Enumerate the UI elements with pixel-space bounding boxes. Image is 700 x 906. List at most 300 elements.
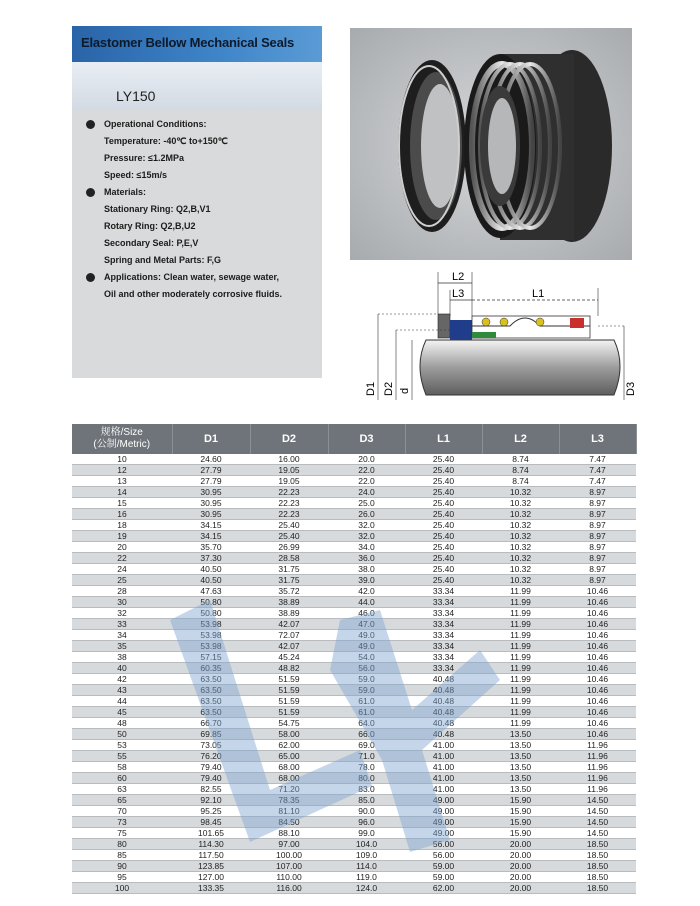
table-row — [72, 608, 636, 619]
spec-text: Spring and Metal Parts: F,G — [104, 255, 222, 265]
table-cell: 80.0 — [328, 773, 405, 784]
table-cell: 79.40 — [172, 762, 250, 773]
size-cell: 24 — [72, 564, 172, 575]
table-cell: 33.34 — [405, 641, 482, 652]
table-cell: 10.32 — [482, 498, 559, 509]
table-cell: 73.05 — [172, 740, 250, 751]
size-cell: 25 — [72, 575, 172, 586]
table-cell: 81.10 — [250, 806, 328, 817]
table-cell: 14.50 — [559, 806, 636, 817]
spec-line — [86, 286, 318, 303]
table-cell: 69.0 — [328, 740, 405, 751]
table-cell: 25.40 — [405, 487, 482, 498]
column-header-l2: L2 — [482, 424, 559, 454]
table-cell: 10.32 — [482, 575, 559, 586]
table-cell: 10.46 — [559, 652, 636, 663]
size-cell: 33 — [72, 619, 172, 630]
table-cell: 11.99 — [482, 718, 559, 729]
table-cell: 11.99 — [482, 630, 559, 641]
table-cell: 25.40 — [405, 564, 482, 575]
table-cell: 107.00 — [250, 861, 328, 872]
table-cell: 13.50 — [482, 729, 559, 740]
table-cell: 50.80 — [172, 597, 250, 608]
size-cell: 70 — [72, 806, 172, 817]
table-cell: 34.15 — [172, 531, 250, 542]
table-cell: 13.50 — [482, 762, 559, 773]
table-cell: 10.46 — [559, 707, 636, 718]
column-header-l3: L3 — [559, 424, 636, 454]
table-row — [72, 487, 636, 498]
table-cell: 11.99 — [482, 641, 559, 652]
table-cell: 30.95 — [172, 487, 250, 498]
table-cell: 14.50 — [559, 817, 636, 828]
table-cell: 44.0 — [328, 597, 405, 608]
table-cell: 11.99 — [482, 696, 559, 707]
spec-line — [86, 269, 318, 286]
table-cell: 26.0 — [328, 509, 405, 520]
spec-line — [86, 252, 318, 269]
table-cell: 8.97 — [559, 575, 636, 586]
size-cell: 50 — [72, 729, 172, 740]
size-header-cn: 规格/Size — [100, 427, 143, 438]
table-cell: 101.65 — [172, 828, 250, 839]
table-row — [72, 806, 636, 817]
table-cell: 10.46 — [559, 696, 636, 707]
table-cell: 11.96 — [559, 773, 636, 784]
table-cell: 59.00 — [405, 872, 482, 883]
spec-list — [86, 116, 318, 303]
table-cell: 49.00 — [405, 795, 482, 806]
table-cell: 53.98 — [172, 641, 250, 652]
table-cell: 123.85 — [172, 861, 250, 872]
table-cell: 78.35 — [250, 795, 328, 806]
table-row — [72, 586, 636, 597]
table-cell: 10.46 — [559, 718, 636, 729]
table-cell: 133.35 — [172, 883, 250, 894]
size-cell: 32 — [72, 608, 172, 619]
label-d2: D2 — [383, 381, 395, 396]
table-row — [72, 828, 636, 839]
table-cell: 92.10 — [172, 795, 250, 806]
table-row — [72, 575, 636, 586]
table-cell: 10.46 — [559, 685, 636, 696]
spec-line — [86, 201, 318, 218]
table-cell: 49.0 — [328, 630, 405, 641]
table-cell: 10.46 — [559, 619, 636, 630]
table-row — [72, 751, 636, 762]
table-row — [72, 773, 636, 784]
table-cell: 71.0 — [328, 751, 405, 762]
table-cell: 63.50 — [172, 674, 250, 685]
table-row — [72, 454, 636, 465]
table-cell: 8.97 — [559, 498, 636, 509]
table-cell: 19.05 — [250, 476, 328, 487]
size-cell: 43 — [72, 685, 172, 696]
table-cell: 33.34 — [405, 630, 482, 641]
table-cell: 42.07 — [250, 619, 328, 630]
size-cell: 13 — [72, 476, 172, 487]
table-cell: 66.70 — [172, 718, 250, 729]
table-cell: 39.0 — [328, 575, 405, 586]
table-header-row — [72, 424, 636, 454]
table-cell: 58.00 — [250, 729, 328, 740]
table-cell: 8.74 — [482, 476, 559, 487]
table-row — [72, 597, 636, 608]
table-row — [72, 762, 636, 773]
table-cell: 10.46 — [559, 608, 636, 619]
size-cell: 73 — [72, 817, 172, 828]
table-cell: 10.32 — [482, 531, 559, 542]
table-cell: 84.50 — [250, 817, 328, 828]
table-cell: 57.15 — [172, 652, 250, 663]
table-cell: 68.00 — [250, 773, 328, 784]
spec-text: Applications: Clean water, sewage water, — [104, 272, 280, 282]
table-cell: 42.0 — [328, 586, 405, 597]
table-cell: 48.82 — [250, 663, 328, 674]
table-cell: 25.40 — [405, 498, 482, 509]
table-cell: 8.97 — [559, 553, 636, 564]
size-cell: 44 — [72, 696, 172, 707]
table-cell: 33.34 — [405, 586, 482, 597]
table-cell: 10.32 — [482, 520, 559, 531]
label-d3: D3 — [625, 381, 637, 396]
table-cell: 71.20 — [250, 784, 328, 795]
table-cell: 25.40 — [405, 520, 482, 531]
table-cell: 20.00 — [482, 883, 559, 894]
table-cell: 61.0 — [328, 707, 405, 718]
table-cell: 63.50 — [172, 707, 250, 718]
table-row — [72, 619, 636, 630]
table-row — [72, 498, 636, 509]
table-row — [72, 542, 636, 553]
size-cell: 19 — [72, 531, 172, 542]
table-cell: 22.0 — [328, 476, 405, 487]
table-cell: 25.40 — [250, 531, 328, 542]
table-cell: 119.0 — [328, 872, 405, 883]
table-cell: 63.50 — [172, 685, 250, 696]
table-cell: 83.0 — [328, 784, 405, 795]
table-cell: 10.32 — [482, 487, 559, 498]
table-cell: 56.00 — [405, 850, 482, 861]
size-cell: 75 — [72, 828, 172, 839]
table-cell: 10.46 — [559, 663, 636, 674]
size-cell: 90 — [72, 861, 172, 872]
table-cell: 53.98 — [172, 630, 250, 641]
table-cell: 10.46 — [559, 641, 636, 652]
table-cell: 25.40 — [250, 520, 328, 531]
table-cell: 88.10 — [250, 828, 328, 839]
table-row — [72, 740, 636, 751]
label-l1: L1 — [532, 288, 545, 300]
table-cell: 20.00 — [482, 861, 559, 872]
table-cell: 19.05 — [250, 465, 328, 476]
table-cell: 11.99 — [482, 674, 559, 685]
table-cell: 11.99 — [482, 597, 559, 608]
table-cell: 40.48 — [405, 685, 482, 696]
table-cell: 32.0 — [328, 520, 405, 531]
table-cell: 45.24 — [250, 652, 328, 663]
table-cell: 10.32 — [482, 509, 559, 520]
table-cell: 11.99 — [482, 707, 559, 718]
spec-line — [86, 116, 318, 133]
size-cell: 30 — [72, 597, 172, 608]
spec-text: Speed: ≤15m/s — [104, 170, 167, 180]
table-cell: 40.48 — [405, 729, 482, 740]
table-cell: 56.0 — [328, 663, 405, 674]
spec-text: Materials: — [104, 187, 147, 197]
table-cell: 14.50 — [559, 828, 636, 839]
spec-text: Temperature: -40℃ to+150℃ — [104, 136, 228, 146]
table-row — [72, 531, 636, 542]
table-cell: 49.00 — [405, 817, 482, 828]
table-row — [72, 520, 636, 531]
table-cell: 11.99 — [482, 663, 559, 674]
table-cell: 47.0 — [328, 619, 405, 630]
spec-line — [86, 167, 318, 184]
table-cell: 18.50 — [559, 872, 636, 883]
table-cell: 59.00 — [405, 861, 482, 872]
table-cell: 40.50 — [172, 575, 250, 586]
column-header-l1: L1 — [405, 424, 482, 454]
title-bar — [72, 26, 322, 62]
bullet-icon — [86, 120, 95, 129]
table-cell: 25.40 — [405, 476, 482, 487]
table-cell: 124.0 — [328, 883, 405, 894]
table-row — [72, 465, 636, 476]
label-l2: L2 — [452, 271, 465, 283]
table-cell: 34.15 — [172, 520, 250, 531]
table-row — [72, 476, 636, 487]
table-body — [72, 454, 636, 894]
table-cell: 61.0 — [328, 696, 405, 707]
table-cell: 13.50 — [482, 784, 559, 795]
table-cell: 96.0 — [328, 817, 405, 828]
spec-text: Stationary Ring: Q2,B,V1 — [104, 204, 211, 214]
table-row — [72, 509, 636, 520]
spec-text: Secondary Seal: P,E,V — [104, 238, 199, 248]
table-cell: 56.00 — [405, 839, 482, 850]
spec-text: Operational Conditions: — [104, 119, 207, 129]
table-cell: 85.0 — [328, 795, 405, 806]
size-cell: 35 — [72, 641, 172, 652]
table-cell: 22.23 — [250, 509, 328, 520]
spec-text: Pressure: ≤1.2MPa — [104, 153, 184, 163]
table-row — [72, 696, 636, 707]
table-cell: 8.74 — [482, 454, 559, 465]
table-cell: 40.48 — [405, 707, 482, 718]
spec-line — [86, 235, 318, 252]
table-cell: 104.0 — [328, 839, 405, 850]
table-cell: 90.0 — [328, 806, 405, 817]
table-cell: 53.98 — [172, 619, 250, 630]
column-header-d1: D1 — [172, 424, 250, 454]
size-cell: 28 — [72, 586, 172, 597]
table-cell: 25.40 — [405, 575, 482, 586]
table-cell: 14.50 — [559, 795, 636, 806]
table-cell: 40.48 — [405, 718, 482, 729]
table-cell: 20.00 — [482, 850, 559, 861]
table-row — [72, 663, 636, 674]
table-row — [72, 872, 636, 883]
label-l3: L3 — [452, 288, 465, 300]
table-cell: 8.97 — [559, 564, 636, 575]
table-cell: 63.50 — [172, 696, 250, 707]
table-cell: 60.35 — [172, 663, 250, 674]
table-cell: 68.00 — [250, 762, 328, 773]
table-cell: 11.99 — [482, 619, 559, 630]
table-row — [72, 685, 636, 696]
table-cell: 8.97 — [559, 520, 636, 531]
table-cell: 25.40 — [405, 454, 482, 465]
table-cell: 25.40 — [405, 465, 482, 476]
spec-line — [86, 184, 318, 201]
table-cell: 20.0 — [328, 454, 405, 465]
table-cell: 54.0 — [328, 652, 405, 663]
table-cell: 10.46 — [559, 586, 636, 597]
table-cell: 8.74 — [482, 465, 559, 476]
table-cell: 13.50 — [482, 773, 559, 784]
table-row — [72, 553, 636, 564]
size-cell: 48 — [72, 718, 172, 729]
table-cell: 49.00 — [405, 806, 482, 817]
table-cell: 16.00 — [250, 454, 328, 465]
table-cell: 10.32 — [482, 564, 559, 575]
size-cell: 60 — [72, 773, 172, 784]
spec-line — [86, 218, 318, 235]
table-cell: 42.07 — [250, 641, 328, 652]
table-cell: 31.75 — [250, 564, 328, 575]
table-cell: 11.99 — [482, 685, 559, 696]
table-cell: 26.99 — [250, 542, 328, 553]
table-cell: 10.46 — [559, 729, 636, 740]
dimension-table — [72, 424, 636, 894]
table-cell: 10.46 — [559, 630, 636, 641]
size-cell: 63 — [72, 784, 172, 795]
table-cell: 95.25 — [172, 806, 250, 817]
table-row — [72, 850, 636, 861]
table-cell: 27.79 — [172, 465, 250, 476]
table-cell: 41.00 — [405, 784, 482, 795]
table-cell: 51.59 — [250, 674, 328, 685]
table-cell: 109.0 — [328, 850, 405, 861]
table-cell: 15.90 — [482, 806, 559, 817]
table-cell: 22.23 — [250, 498, 328, 509]
table-cell: 15.90 — [482, 795, 559, 806]
table-cell: 54.75 — [250, 718, 328, 729]
size-cell: 80 — [72, 839, 172, 850]
column-header-d3: D3 — [328, 424, 405, 454]
table-cell: 97.00 — [250, 839, 328, 850]
size-cell: 14 — [72, 487, 172, 498]
table-cell: 11.96 — [559, 751, 636, 762]
table-cell: 40.48 — [405, 674, 482, 685]
product-photo — [350, 28, 632, 260]
size-column-header — [72, 424, 172, 454]
table-cell: 11.99 — [482, 652, 559, 663]
table-cell: 33.34 — [405, 663, 482, 674]
table-cell: 40.48 — [405, 696, 482, 707]
spec-line — [86, 150, 318, 167]
table-cell: 66.0 — [328, 729, 405, 740]
table-cell: 10.32 — [482, 553, 559, 564]
table-row — [72, 729, 636, 740]
table-cell: 8.97 — [559, 487, 636, 498]
table-cell: 41.00 — [405, 751, 482, 762]
table-row — [72, 630, 636, 641]
table-cell: 36.0 — [328, 553, 405, 564]
table-cell: 49.0 — [328, 641, 405, 652]
table-cell: 41.00 — [405, 762, 482, 773]
table-cell: 10.46 — [559, 674, 636, 685]
column-header-d2: D2 — [250, 424, 328, 454]
product-title: Elastomer Bellow Mechanical Seals — [81, 35, 295, 50]
table-row — [72, 839, 636, 850]
table-cell: 11.96 — [559, 784, 636, 795]
table-cell: 64.0 — [328, 718, 405, 729]
spec-text: Rotary Ring: Q2,B,U2 — [104, 221, 196, 231]
table-cell: 13.50 — [482, 751, 559, 762]
table-row — [72, 564, 636, 575]
label-d1: D1 — [365, 381, 377, 396]
label-d: d — [399, 387, 411, 394]
table-cell: 33.34 — [405, 608, 482, 619]
table-cell: 11.96 — [559, 762, 636, 773]
table-cell: 24.60 — [172, 454, 250, 465]
table-cell: 25.40 — [405, 542, 482, 553]
table-cell: 8.97 — [559, 542, 636, 553]
table-cell: 41.00 — [405, 773, 482, 784]
table-cell: 10.46 — [559, 597, 636, 608]
size-cell: 40 — [72, 663, 172, 674]
table-row — [72, 674, 636, 685]
size-cell: 85 — [72, 850, 172, 861]
size-cell: 53 — [72, 740, 172, 751]
table-cell: 62.00 — [250, 740, 328, 751]
table-cell: 35.70 — [172, 542, 250, 553]
dimension-diagram — [360, 270, 640, 410]
bullet-icon — [86, 188, 95, 197]
table-cell: 38.0 — [328, 564, 405, 575]
table-cell: 79.40 — [172, 773, 250, 784]
model-number: LY150 — [116, 88, 156, 104]
table-cell: 114.0 — [328, 861, 405, 872]
size-cell: 34 — [72, 630, 172, 641]
size-cell: 55 — [72, 751, 172, 762]
size-cell: 15 — [72, 498, 172, 509]
table-cell: 10.32 — [482, 542, 559, 553]
spec-text: Oil and other moderately corrosive fluids. — [104, 289, 283, 299]
table-cell: 11.96 — [559, 740, 636, 751]
table-cell: 62.00 — [405, 883, 482, 894]
seal-photo-illustration — [350, 28, 632, 260]
table-cell: 110.00 — [250, 872, 328, 883]
table-row — [72, 652, 636, 663]
table-cell: 31.75 — [250, 575, 328, 586]
table-row — [72, 784, 636, 795]
size-cell: 95 — [72, 872, 172, 883]
table-cell: 28.58 — [250, 553, 328, 564]
size-cell: 12 — [72, 465, 172, 476]
table-cell: 40.50 — [172, 564, 250, 575]
size-cell: 16 — [72, 509, 172, 520]
table-cell: 117.50 — [172, 850, 250, 861]
table-cell: 18.50 — [559, 850, 636, 861]
size-cell: 42 — [72, 674, 172, 685]
table-cell: 99.0 — [328, 828, 405, 839]
table-cell: 32.0 — [328, 531, 405, 542]
table-cell: 37.30 — [172, 553, 250, 564]
table-cell: 35.72 — [250, 586, 328, 597]
